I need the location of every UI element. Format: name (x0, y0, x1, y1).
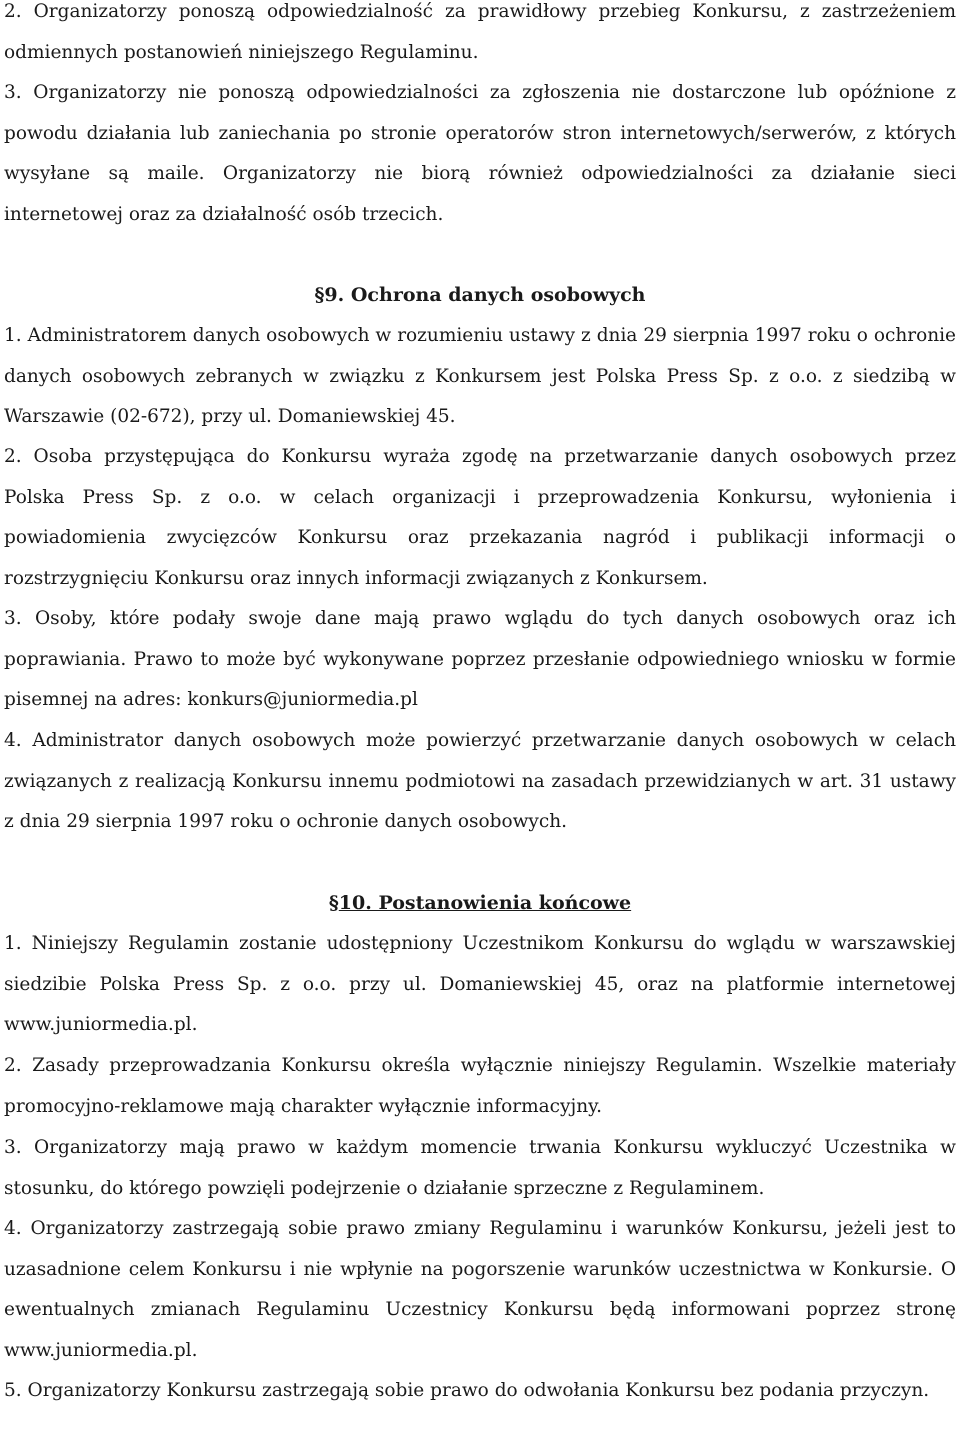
section10-heading (4, 883, 956, 923)
section10-paragraph-1: 1. Niniejszy Regulamin zostanie udostępniony Uczestnikom Konkursu do wglądu w warszawskiej siedzibie Polska Press Sp. z o.o. przy ul. Domaniewskiej 45, oraz na platformie internetowej www.juniormedia.pl. (4, 933, 956, 1035)
section9-paragraph-2: 2. Osoba przystępująca do Konkursu wyraża zgodę na przetwarzanie danych osobowych przez Polska Press Sp. z o.o. w celach organizacji i przeprowadzenia Konkursu, wyłonienia i powiadomienia zwycięzców Konkursu oraz przekazania nagród i publikacji informacji o rozstrzygnięciu Konkursu oraz innych informacji związanych z Konkursem. (4, 446, 956, 589)
section10-heading-symbol: § (328, 892, 339, 914)
section9-paragraph-4: 4. Administrator danych osobowych może powierzyć przetwarzanie danych osobowych w celach związanych z realizacją Konkursu innemu podmiotowi na zasadach przewidzianych w art. 31 ustawy z dnia 29 sierpnia 1997 roku o ochronie danych osobowych. (4, 730, 956, 832)
section9-paragraph-3: 3. Osoby, które podały swoje dane mają prawo wglądu do tych danych osobowych oraz ich poprawiania. Prawo to może być wykonywane poprzez przesłanie odpowiedniego wniosku w formie pisemnej na adres: konkurs@juniormedia.pl (4, 608, 956, 710)
section10-paragraph-5: 5. Organizatorzy Konkursu zastrzegają sobie prawo do odwołania Konkursu bez podania przyczyn. (4, 1380, 930, 1401)
section8-paragraph-3: 3. Organizatorzy nie ponoszą odpowiedzialności za zgłoszenia nie dostarczone lub opóźnione z powodu działania lub zaniechania po stronie operatorów stron internetowych/serwerów, z których wysyłane są maile. Organizatorzy nie biorą również odpowiedzialności za działanie sieci internetowej oraz za działalność osób trzecich. (4, 82, 956, 225)
section9-heading: §9. Ochrona danych osobowych (314, 284, 646, 306)
section10-heading-text: 10. Postanowienia końcowe (338, 892, 632, 914)
section10-paragraph-4: 4. Organizatorzy zastrzegają sobie prawo zmiany Regulaminu i warunków Konkursu, jeżeli jest to uzasadnione celem Konkursu i nie wpłynie na pogorszenie warunków uczestnictwa w Konkursie. O ewentualnych zmianach Regulaminu Uczestnicy Konkursu będą informowani poprzez stronę www.juniormedia.pl. (4, 1218, 956, 1361)
section9-paragraph-1: 1. Administratorem danych osobowych w rozumieniu ustawy z dnia 29 sierpnia 1997 roku o ochronie danych osobowych zebranych w związku z Konkursem jest Polska Press Sp. z o.o. z siedzibą w Warszawie (02-672), przy ul. Domaniewskiej 45. (4, 325, 956, 427)
section10-paragraph-2: 2. Zasady przeprowadzania Konkursu określa wyłącznie niniejszy Regulamin. Wszelkie materiały promocyjno-reklamowe mają charakter wyłącznie informacyjny. (4, 1055, 956, 1117)
section8-paragraph-2: 2. Organizatorzy ponoszą odpowiedzialność za prawidłowy przebieg Konkursu, z zastrzeżeniem odmiennych postanowień niniejszego Regulaminu. (4, 1, 956, 63)
section10-paragraph-3: 3. Organizatorzy mają prawo w każdym momencie trwania Konkursu wykluczyć Uczestnika w stosunku, do którego powzięli podejrzenie o działanie sprzeczne z Regulaminem. (4, 1137, 956, 1199)
